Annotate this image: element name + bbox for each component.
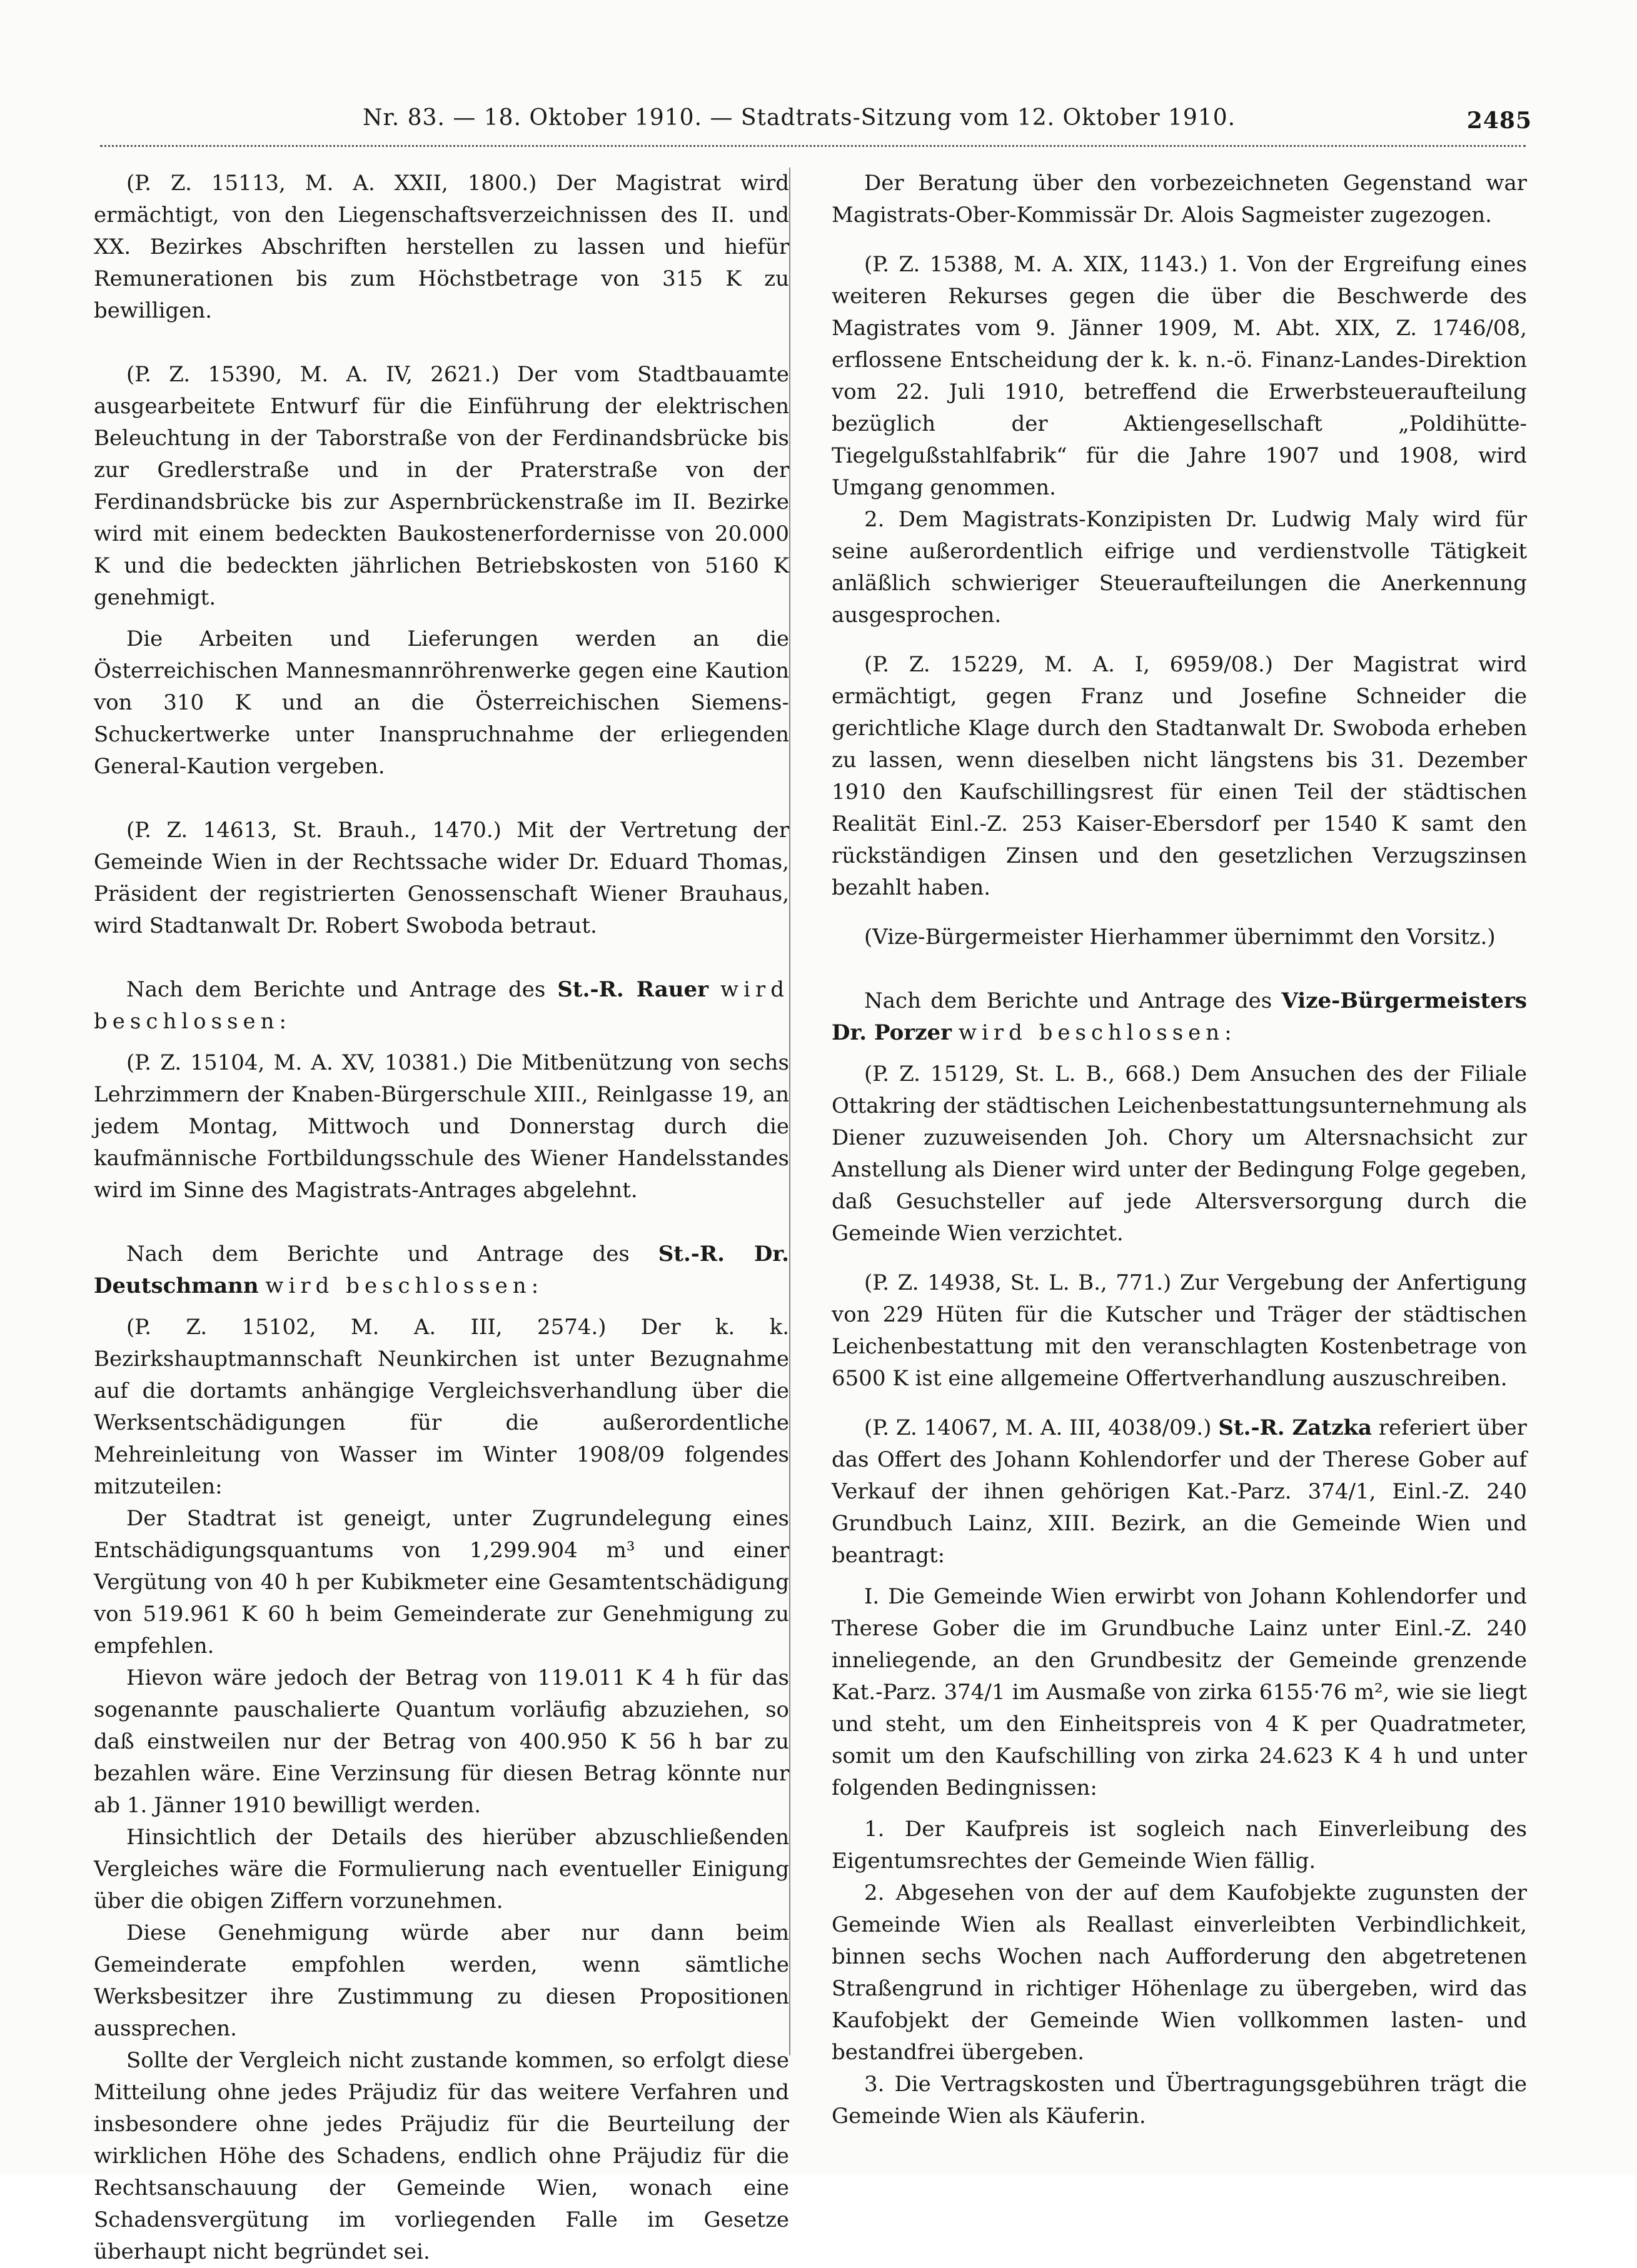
paragraph: 2. Abgesehen von der auf dem Kaufobjekte zugunsten der Gemeinde Wien als Reallast einverleibten Verbindlichkeit, binnen sechs Wochen nach Aufforderung den abgetretenen Straßengrund in richtiger Höhenlage zu übergeben, wird das Kaufobjekt der Gemeinde Wien vollkommen lasten- und bestandfrei übergeben. [832, 1880, 1527, 2065]
issue-line: Nr. 83. — 18. Oktober 1910. — Stadtrats-Sitzung vom 12. Oktober 1910. [363, 105, 1236, 131]
heading-outro: wird beschlossen: [94, 977, 790, 1034]
chair-note: (Vize-Bürgermeister Hierhammer übernimmt den Vorsitz.) [864, 925, 1496, 950]
paragraph: 1. Der Kaufpreis ist sogleich nach Einverleibung des Eigentumsrechtes der Gemeinde Wien fällig. [832, 1817, 1527, 1874]
left-column [94, 168, 789, 2268]
paragraph: (P. Z. 15388, M. A. XIX, 1143.) 1. Von der Ergreifung eines weiteren Rekurses gegen die über die Beschwerde des Magistrates vom 9. Jänner 1909, M. Abt. XIX, Z. 1746/08, erflossene Entscheidung der k. k. n.-ö. Finanz-Landes-Direktion vom 22. Juli 1910, betreffend die Erwerbsteueraufteilung bezüglich der Aktiengesellschaft „Poldihütte-Tiegelgußstahlfabrik“ für die Jahre 1907 und 1908, wird Umgang genommen. [832, 252, 1527, 500]
paragraph: Hievon wäre jedoch der Betrag von 119.011 K 4 h für das sogenannte pauschalierte Quantum vorläufig abzuziehen, so daß einstweilen nur der Betrag von 400.950 K 56 h bar zu bezahlen wäre. Eine Verzinsung für diesen Betrag könnte nur ab 1. Jänner 1910 bewilligt werden. [94, 1665, 789, 1818]
paragraph: Der Stadtrat ist geneigt, unter Zugrundelegung eines Entschädigungsquantums von 1,299.904 m³ und einer Vergütung von 40 h per Kubikmeter eine Gesamtentschädigung von 519.961 K 60 h beim Gemeinderate zur Genehmigung zu empfehlen. [94, 1506, 789, 1658]
section-heading [94, 1238, 789, 1302]
header-rule [100, 145, 1526, 147]
reference: (P. Z. 14067, M. A. III, 4038/09.) [864, 1415, 1212, 1440]
heading-intro: Nach dem Berichte und Antrage des [126, 1242, 630, 1267]
right-column [832, 168, 1527, 2132]
paragraph: Hinsichtlich der Details des hierüber abzuschließenden Vergleiches wäre die Formulierung nach eventueller Einigung über die obigen Ziffern vorzunehmen. [94, 1825, 789, 1914]
paragraph: Diese Genehmigung würde aber nur dann beim Gemeinderate empfohlen werden, wenn sämtliche Werksbesitzer ihre Zustimmung zu diesen Propositionen aussprechen. [94, 1920, 789, 2041]
paragraph: 3. Die Vertragskosten und Übertragungsgebühren trägt die Gemeinde Wien als Käuferin. [832, 2072, 1527, 2129]
paragraph: 2. Dem Magistrats-Konzipisten Dr. Ludwig Maly wird für seine außerordentlich eifrige und verdienstvolle Tätigkeit anläßlich schwieriger Steueraufteilungen die Anerkennung ausgesprochen. [832, 507, 1527, 628]
paragraph: Die Arbeiten und Lieferungen werden an die Österreichischen Mannesmannröhrenwerke gegen eine Kaution von 310 K und an die Österreichischen Siemens-Schuckertwerke unter Inanspruchnahme der erliegenden General-Kaution vergeben. [94, 626, 789, 779]
paragraph [832, 1412, 1527, 1572]
page-number: 2485 [1466, 108, 1532, 134]
paragraph: (P. Z. 14613, St. Brauh., 1470.) Mit der Vertretung der Gemeinde Wien in der Rechtssache wider Dr. Eduard Thomas, Präsident der registrierten Genossenschaft Wiener Brauhaus, wird Stadtanwalt Dr. Robert Swoboda betraut. [94, 818, 789, 938]
paragraph: (P. Z. 14938, St. L. B., 771.) Zur Vergebung der Anfertigung von 229 Hüten für die Kutscher und Träger der städtischen Leichenbestattung mit den veranschlagten Kostenbetrage von 6500 K ist eine allgemeine Offertverhandlung auszuschreiben. [832, 1270, 1527, 1391]
running-header [113, 105, 1532, 143]
paragraph: (P. Z. 15113, M. A. XXII, 1800.) Der Magistrat wird ermächtigt, von den Liegenschaftsverzeichnissen des II. und XX. Bezirkes Abschriften herstellen zu lassen und hiefür Remunerationen bis zum Höchstbetrage von 315 K zu bewilligen. [94, 171, 789, 323]
section-heading [94, 974, 789, 1038]
heading-intro: Nach dem Berichte und Antrage des [126, 977, 546, 1002]
heading-outro: wird beschlossen: [265, 1273, 544, 1298]
paragraph: (P. Z. 15129, St. L. B., 668.) Dem Ansuchen des der Filiale Ottakring der städtischen Leichenbestattungsunternehmung als Diener zuzuweisenden Joh. Chory um Altersnachsicht zur Anstellung als Diener wird unter der Bedingung Folge gegeben, daß Gesuchsteller auf jede Altersversorgung durch die Gemeinde Wien verzichtet. [832, 1061, 1527, 1246]
heading-outro: wird beschlossen: [958, 1020, 1237, 1045]
paragraph: Der Beratung über den vorbezeichneten Gegenstand war Magistrats-Ober-Kommissär Dr. Alois Sagmeister zugezogen. [832, 171, 1527, 228]
section-heading [832, 985, 1527, 1049]
paragraph: (P. Z. 15229, M. A. I, 6959/08.) Der Magistrat wird ermächtigt, gegen Franz und Josefine Schneider die gerichtliche Klage durch den Stadtanwalt Dr. Swoboda erheben zu lassen, wenn dieselben nicht längstens bis 31. Dezember 1910 den Kaufschillingsrest für einen Teil der städtischen Realität Einl.-Z. 253 Kaiser-Ebersdorf per 1540 K samt den rückständigen Zinsen und den gesetzlichen Verzugszinsen bezahlt haben. [832, 652, 1527, 900]
speaker-name: St.-R. Dr. Deutschmann [94, 1242, 789, 1298]
speaker-name: St.-R. Zatzka [1218, 1415, 1372, 1440]
paragraph: Sollte der Vergleich nicht zustande kommen, so erfolgt diese Mitteilung ohne jedes Präjudiz für das weitere Verfahren und insbesondere ohne jedes Präjudiz für die Beurteilung der wirklichen Höhe des Schadens, endlich ohne Präjudiz für die Rechtsanschauung der Gemeinde Wien, wonach eine Schadensvergütung im vorliegenden Falle im Gesetze überhaupt nicht begründet sei. [94, 2048, 789, 2264]
paragraph-body: referiert über das Offert des Johann Kohlendorfer und der Therese Gober auf Verkauf der ihnen gehörigen Kat.-Parz. 374/1, Einl.-Z. 240 Grundbuch Lainz, XIII. Bezirk, an die Gemeinde Wien und beantragt: [832, 1415, 1528, 1568]
paragraph: (P. Z. 15390, M. A. IV, 2621.) Der vom Stadtbauamte ausgearbeitete Entwurf für die Einführung der elektrischen Beleuchtung in der Taborstraße von der Ferdinandsbrücke bis zur Gredlerstraße und in der Praterstraße von der Ferdinandsbrücke bis zur Aspernbrückenstraße im II. Bezirke wird mit einem bedeckten Baukostenerfordernisse von 20.000 K und die bedeckten jährlichen Betriebskosten von 5160 K genehmigt. [94, 362, 789, 610]
speaker-name: St.-R. Rauer [557, 977, 709, 1002]
paragraph: I. Die Gemeinde Wien erwirbt von Johann Kohlendorfer und Therese Gober die im Grundbuche Lainz unter Einl.-Z. 240 inneliegende, an den Grundbesitz der Gemeinde grenzende Kat.-Parz. 374/1 im Ausmaße von zirka 6155·76 m², wie sie liegt und steht, um den Einheitspreis von 4 K per Quadratmeter, somit um den Kaufschilling von zirka 24.623 K 4 h und unter folgenden Bedingnissen: [832, 1584, 1527, 1800]
heading-intro: Nach dem Berichte und Antrage des [864, 988, 1272, 1013]
paragraph: (P. Z. 15102, M. A. III, 2574.) Der k. k. Bezirkshauptmannschaft Neunkirchen ist unter Bezugnahme auf die dortamts anhängige Vergleichsverhandlung über die Werksentschädigungen für die außerordentliche Mehreinleitung von Wasser im Winter 1908/09 folgendes mitzuteilen: [94, 1315, 789, 1499]
paragraph: (P. Z. 15104, M. A. XV, 10381.) Die Mitbenützung von sechs Lehrzimmern der Knaben-Bürgerschule XIII., Reinlgasse 19, an jedem Montag, Mittwoch und Donnerstag durch die kaufmännische Fortbildungsschule des Wiener Handelsstandes wird im Sinne des Magistrats-Antrages abgelehnt. [94, 1050, 789, 1203]
speaker-name: Vize-Bürgermeisters Dr. Porzer [832, 988, 1527, 1045]
column-divider [789, 168, 790, 2055]
